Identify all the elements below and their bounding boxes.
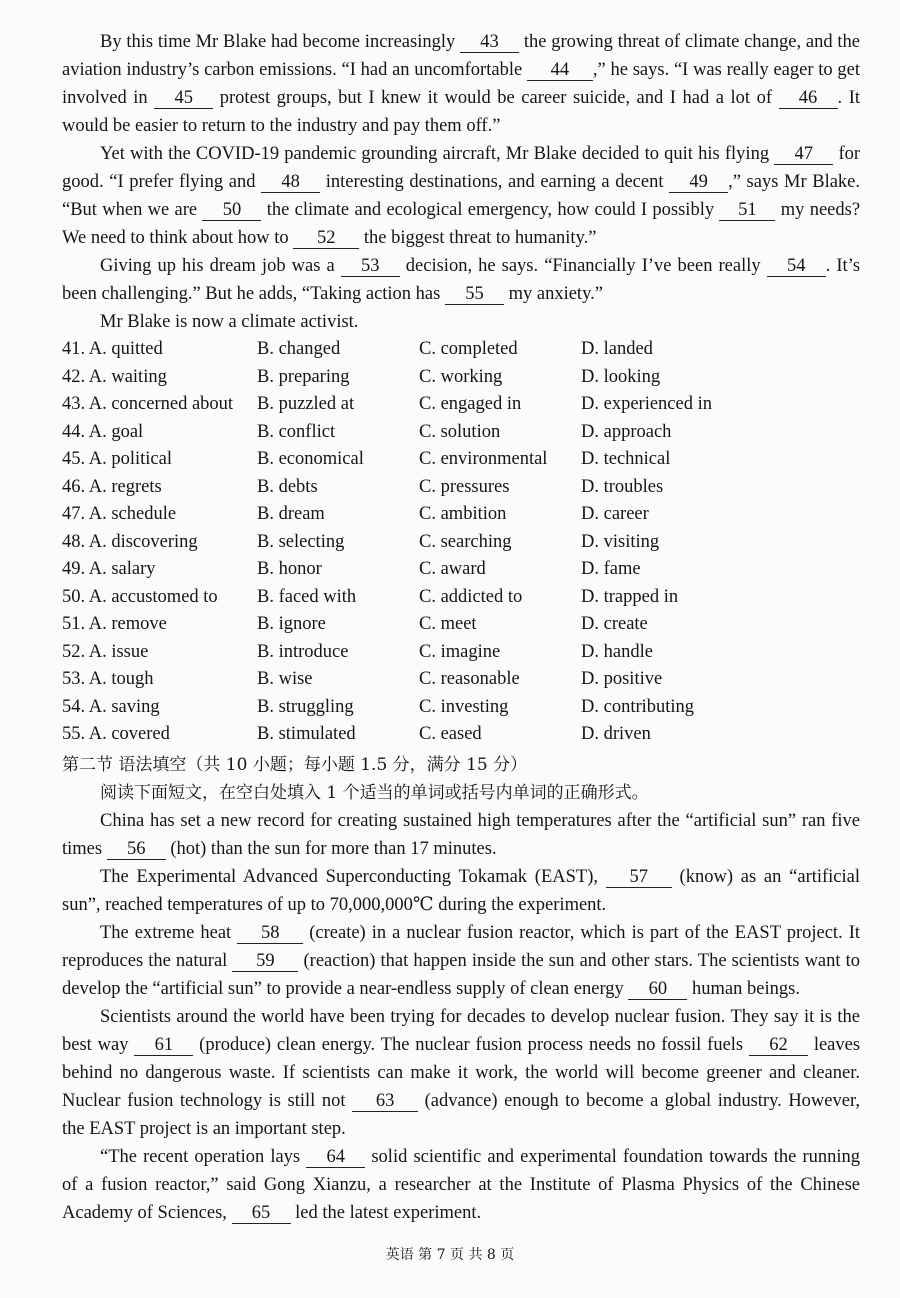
option-47-d: D. career [581,504,649,524]
blank-59: 59 [232,951,298,972]
option-44-d: D. approach [581,421,672,442]
text: Giving up his dream job was a [100,256,335,276]
blank-44: 44 [527,60,593,81]
option-row-52 [62,639,860,667]
option-row-45 [62,446,860,474]
text: . It’s been challenging.” But he adds, “Taking action has [62,256,861,304]
blank-45: 45 [154,88,213,109]
option-42-a: 42. A. waiting [62,366,167,387]
option-49-d: D. fame [581,559,641,579]
option-53-b: B. wise [257,669,313,689]
text: for good. “I prefer flying and [62,144,861,192]
passage1-paragraph-4: Mr Blake is now a climate activist. [100,312,359,332]
option-52-b: B. introduce [257,641,349,662]
option-52-a: 52. A. issue [62,641,149,662]
text: “The recent operation lays [100,1146,301,1167]
blank-53: 53 [341,256,400,277]
passage1-paragraph-3 [62,252,860,308]
option-45-b: B. economical [257,449,364,469]
blank-46: 46 [779,88,838,109]
options-list [62,336,860,749]
text: (reaction) that happen inside the sun and other stars. The scientists want to develop the “artificial sun” to provide a near-endless supply of clean energy [62,950,861,999]
option-41-a: 41. A. quitted [62,339,163,359]
blank-49: 49 [669,172,728,193]
option-43-d: D. experienced in [581,394,712,414]
option-row-42 [62,364,860,392]
option-47-c: C. ambition [419,504,507,524]
blank-56: 56 [107,839,166,860]
option-48-c: C. searching [419,531,512,552]
option-row-50 [62,584,860,612]
blank-64: 64 [306,1147,365,1168]
option-51-d: D. create [581,614,648,634]
option-row-55 [62,721,860,749]
text: ,” he says. “I was really eager to get involved in [62,60,860,108]
option-55-b: B. stimulated [257,724,356,744]
blank-54: 54 [767,256,826,277]
text: . It would be easier to return to the industry and pay them off.” [62,88,860,136]
blank-50: 50 [202,200,261,221]
blank-58: 58 [237,923,303,944]
option-47-b: B. dream [257,504,325,524]
option-43-b: B. puzzled at [257,394,355,414]
text: (produce) clean energy. The nuclear fusion process needs no fossil fuels [199,1034,744,1055]
text: (hot) than the sun for more than 17 minutes. [170,838,497,859]
option-54-d: D. contributing [581,696,695,717]
text: Yet with the COVID-19 pandemic grounding aircraft, Mr Blake decided to quit his flying [100,144,770,164]
option-49-a: 49. A. salary [62,559,156,579]
text: (create) in a nuclear fusion reactor, which is part of the EAST project. It reproduces the natural [62,922,861,971]
option-46-a: 46. A. regrets [62,476,162,497]
blank-51: 51 [719,200,775,221]
option-row-53 [62,666,860,694]
text: Scientists around the world have been trying for decades to develop nuclear fusion. They say it is the best way [62,1006,860,1055]
option-44-a: 44. A. goal [62,421,144,442]
section-title: 第二节 语法填空（共 10 小题；每小题 1.5 分，满分 15 分） [62,754,528,775]
option-46-c: C. pressures [419,476,510,497]
section-instruction: 阅读下面短文，在空白处填入 1 个适当的单词或括号内单词的正确形式。 [100,782,649,803]
passage1-paragraph-1 [62,28,860,140]
option-54-b: B. struggling [257,696,354,717]
text: led the latest experiment. [295,1202,482,1223]
option-43-c: C. engaged in [419,394,522,414]
option-52-c: C. imagine [419,641,501,662]
option-46-d: D. troubles [581,476,664,497]
option-row-51 [62,611,860,639]
passage1-paragraph-2 [62,140,860,252]
option-54-a: 54. A. saving [62,696,160,717]
text: China has set a new record for creating sustained high temperatures after the “artificial sun” ran five times [62,810,860,859]
text: interesting destinations, and earning a decent [325,172,664,192]
option-51-c: C. meet [419,614,477,634]
option-45-d: D. technical [581,449,671,469]
option-53-a: 53. A. tough [62,669,154,689]
text: solid scientific and experimental foundation towards the running of a fusion reactor,” said Gong Xianzu, a researcher at the Institute of Plasma Physics of the Chinese Academy of Sciences, [62,1146,861,1223]
passage2-paragraph-5 [62,1143,860,1227]
blank-57: 57 [606,867,672,888]
blank-65: 65 [232,1203,291,1224]
text: my needs? We need to think about how to [62,200,861,248]
option-52-d: D. handle [581,641,653,662]
option-55-d: D. driven [581,724,651,744]
option-row-46 [62,474,860,502]
text: decision, he says. “Financially I’ve been really [405,256,761,276]
option-44-b: B. conflict [257,421,336,442]
passage2-paragraph-4 [62,1003,860,1143]
option-48-a: 48. A. discovering [62,531,198,552]
blank-55: 55 [445,284,504,305]
text: (advance) enough to become a global industry. However, the EAST project is an important step. [62,1090,861,1139]
option-row-47 [62,501,860,529]
text: By this time Mr Blake had become increasingly [100,32,456,52]
text: The Experimental Advanced Superconducting Tokamak (EAST), [100,866,599,887]
text: the biggest threat to humanity.” [363,228,597,248]
text: protest groups, but I knew it would be career suicide, and I had a lot of [219,88,772,108]
option-45-c: C. environmental [419,449,548,469]
blank-43: 43 [460,32,519,53]
text: (know) as an “artificial sun”, reached temperatures of up to 70,000,000℃ during the experiment. [62,866,861,915]
option-row-49 [62,556,860,584]
option-50-c: C. addicted to [419,586,523,607]
option-41-b: B. changed [257,339,341,359]
blank-60: 60 [628,979,687,1000]
option-row-43 [62,391,860,419]
blank-47: 47 [774,144,833,165]
option-41-d: D. landed [581,339,653,359]
option-44-c: C. solution [419,421,501,442]
option-54-c: C. investing [419,696,509,717]
text: my anxiety.” [508,284,603,304]
text: ,” says Mr Blake. “But when we are [62,172,861,220]
blank-63: 63 [352,1091,418,1112]
text: The extreme heat [100,922,232,943]
option-47-a: 47. A. schedule [62,504,177,524]
option-row-54 [62,694,860,722]
option-42-c: C. working [419,366,503,387]
passage2-paragraph-2 [62,863,860,919]
option-50-a: 50. A. accustomed to [62,586,218,607]
option-55-a: 55. A. covered [62,724,170,744]
option-49-b: B. honor [257,559,322,579]
passage2-paragraph-3 [62,919,860,1003]
blank-52: 52 [293,228,359,249]
option-48-d: D. visiting [581,531,660,552]
option-row-41 [62,336,860,364]
option-43-a: 43. A. concerned about [62,394,234,414]
text: the climate and ecological emergency, how could I possibly [266,200,715,220]
option-50-d: D. trapped in [581,586,679,607]
option-46-b: B. debts [257,476,318,497]
passage2-paragraph-1 [62,807,860,863]
option-41-c: C. completed [419,339,518,359]
option-48-b: B. selecting [257,531,345,552]
option-42-d: D. looking [581,366,661,387]
text: the growing threat of climate change, and the aviation industry’s carbon emissions. “I had an uncomfortable [62,32,861,80]
option-50-b: B. faced with [257,586,357,607]
option-51-a: 51. A. remove [62,614,167,634]
option-42-b: B. preparing [257,366,350,387]
option-51-b: B. ignore [257,614,326,634]
text: human beings. [692,978,800,999]
option-row-44 [62,419,860,447]
text: leaves behind no dangerous waste. If scientists can make it work, the world will become greener and cleaner. Nuclear fusion technology is still not [62,1034,861,1111]
option-53-c: C. reasonable [419,669,520,689]
page-footer: 英语 第 7 页 共 8 页 [385,1247,515,1263]
option-53-d: D. positive [581,669,663,689]
blank-48: 48 [261,172,320,193]
blank-61: 61 [134,1035,193,1056]
option-row-48 [62,529,860,557]
blank-62: 62 [749,1035,808,1056]
option-45-a: 45. A. political [62,449,172,469]
option-49-c: C. award [419,559,486,579]
option-55-c: C. eased [419,724,482,744]
